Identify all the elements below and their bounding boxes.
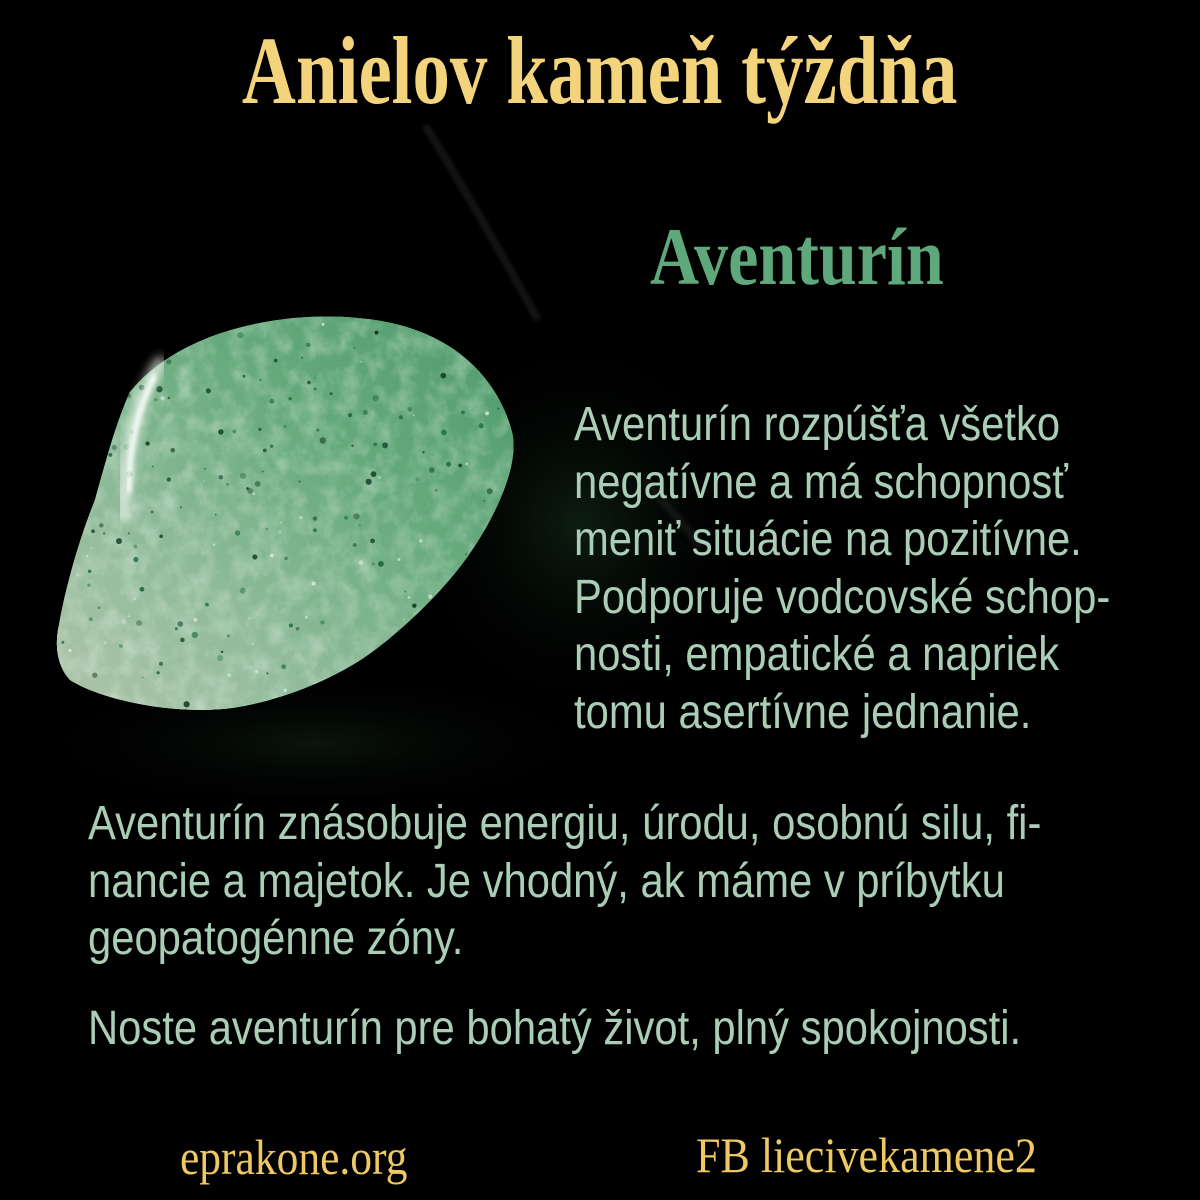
paragraph-line: nancie a majetok. Je vhodný, ak máme v príbytku bbox=[88, 854, 1005, 908]
description-paragraph bbox=[574, 396, 1110, 742]
facebook-credit: FB liecivekamene2 bbox=[696, 1127, 1037, 1183]
closing-line bbox=[88, 1000, 1021, 1058]
benefits-paragraph bbox=[88, 795, 1041, 968]
paragraph-line: nosti, empatické a napriek bbox=[574, 628, 1060, 682]
paragraph-line: Aventurín znásobuje energiu, úrodu, osobnú silu, fi- bbox=[88, 797, 1042, 850]
stone-name-heading: Aventurín bbox=[650, 211, 944, 302]
paragraph-line: negatívne a má schopnosť bbox=[574, 455, 1068, 509]
cord-line bbox=[425, 125, 538, 320]
poster-title-text: Anielov kameň týždňa bbox=[242, 17, 958, 124]
paragraph-line: meniť situácie na pozitívne. bbox=[574, 513, 1082, 567]
paragraph-line: Podporuje vodcovské schop- bbox=[574, 570, 1111, 624]
paragraph-line: Noste aventurín pre bohatý život, plný spokojnosti. bbox=[88, 1002, 1022, 1055]
website-credit: eprakone.org bbox=[180, 1129, 408, 1185]
paragraph-line: tomu asertívne jednanie. bbox=[574, 685, 1032, 739]
paragraph-line: geopatogénne zóny. bbox=[88, 912, 464, 966]
paragraph-line: Aventurín rozpúšťa všetko bbox=[574, 398, 1061, 451]
